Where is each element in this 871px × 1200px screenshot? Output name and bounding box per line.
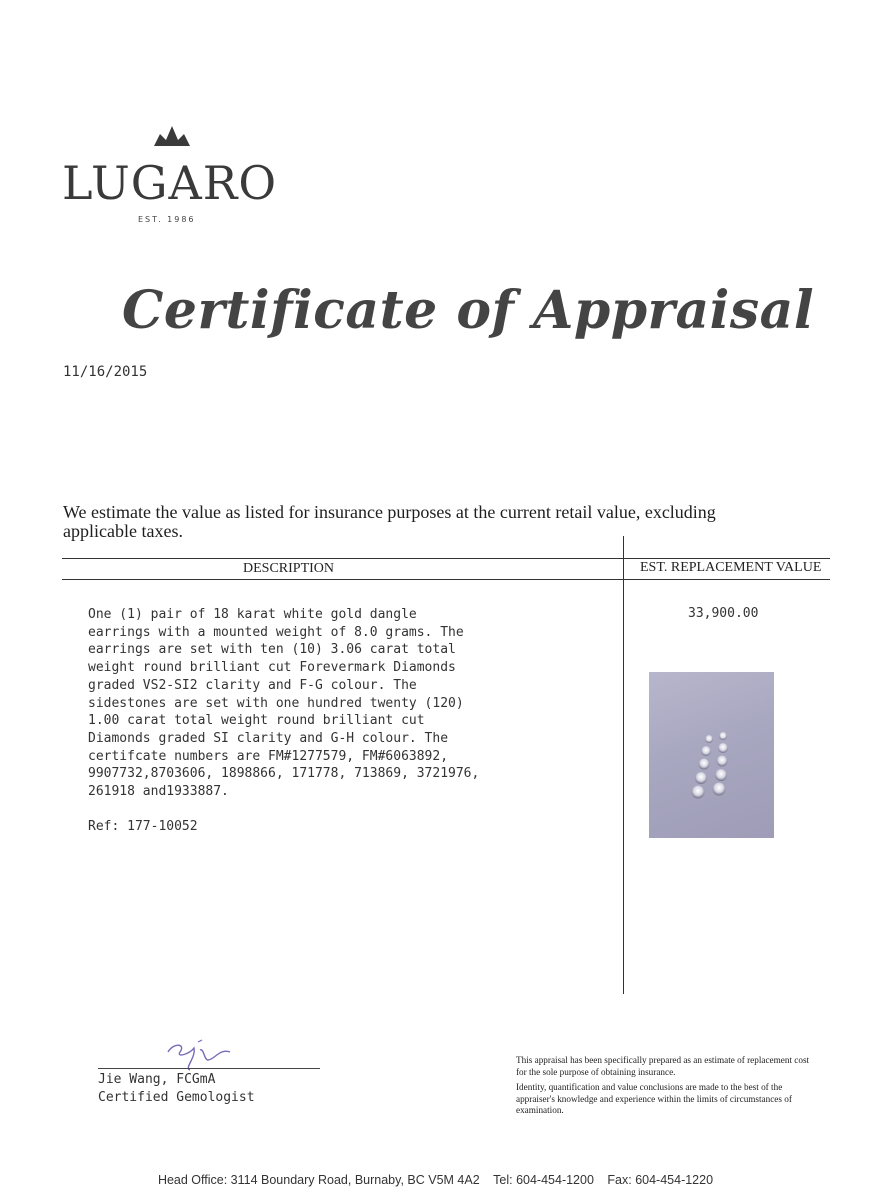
footer-phone: Tel: 604-454-1200 — [493, 1173, 594, 1187]
reference-number: Ref: 177-10052 — [88, 819, 198, 834]
table-header-rule — [62, 579, 830, 580]
company-logo: LUGARO — [62, 156, 278, 210]
intro-statement: We estimate the value as listed for insurance purposes at the current retail value, excluding applicable taxes. — [63, 502, 716, 541]
disclaimer-limits: Identity, quantification and value conclusions are made to the best of the appraiser's knowledge and experience within the limits of circumstances of examination. — [516, 1082, 792, 1115]
appraisal-date: 11/16/2015 — [63, 364, 148, 380]
description-header: DESCRIPTION — [243, 561, 335, 576]
table-top-rule — [62, 558, 830, 559]
signature-line — [98, 1068, 320, 1069]
right-earring-drawing — [713, 732, 729, 796]
appraiser-title: Certified Gemologist — [98, 1090, 255, 1105]
document-title: Certificate of Appraisal — [122, 280, 815, 341]
footer-address: Head Office: 3114 Boundary Road, Burnaby, BC V5M 4A2 — [157, 1173, 480, 1187]
earrings-photo — [649, 672, 774, 838]
crown-icon — [150, 124, 194, 148]
appraiser-name: Jie Wang, FCGmA — [98, 1072, 216, 1087]
footer-contact — [0, 1173, 871, 1187]
handwritten-signature — [160, 1038, 240, 1072]
item-description: One (1) pair of 18 karat white gold dangle earrings with a mounted weight of 8.0 grams. The earrings are set with ten (10) 3.06 carat total weight round brilliant cut Forevermark Diamonds graded VS2-SI2 clarity and F-G colour. The sidestones are set with one hundred twenty (120) 1.00 carat total weight round brilliant cut Diamonds graded SI clarity and G-H colour. The certifcate numbers are FM#1277579, FM#6063892, 9907732,8703606, 1898866, 171778, 713869, 3721976, 261918 and1933887. — [88, 607, 480, 800]
disclaimer-purpose: This appraisal has been specifically prepared as an estimate of replacement cost for the sole purpose of obtaining insurance. — [516, 1055, 810, 1077]
disclaimer — [516, 1055, 816, 1121]
footer-fax: Fax: 604-454-1220 — [607, 1173, 714, 1187]
value-header: EST. REPLACEMENT VALUE — [640, 560, 822, 575]
left-earring-drawing — [692, 735, 714, 799]
logo-established: EST. 1986 — [138, 215, 196, 224]
replacement-value: 33,900.00 — [688, 606, 759, 621]
column-divider — [623, 536, 624, 994]
